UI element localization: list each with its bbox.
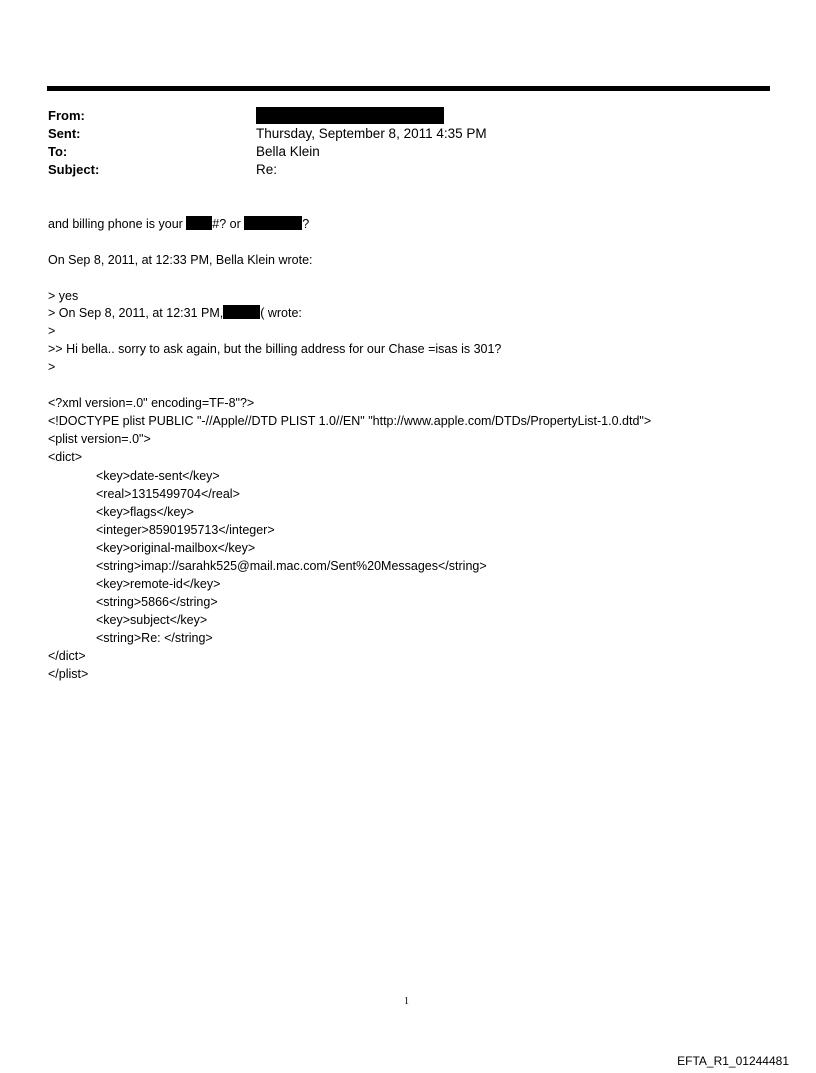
body-text: > On Sep 8, 2011, at 12:31 PM, [48, 306, 224, 320]
body-text: ( wrote: [260, 306, 302, 320]
plist-line: <dict> [48, 450, 83, 464]
body-text: and billing phone is your [48, 217, 187, 231]
body-line-quote-header-2 [48, 304, 302, 322]
to-value: Bella Klein [256, 144, 320, 159]
body-text: #? or [212, 217, 245, 231]
plist-line: <key>original-mailbox</key> [96, 541, 256, 555]
plist-line: <string>5866</string> [96, 595, 218, 609]
body-line-quote-header: On Sep 8, 2011, at 12:33 PM, Bella Klein wrote: [48, 253, 313, 267]
plist-line: <key>remote-id</key> [96, 577, 221, 591]
plist-line: </dict> [48, 649, 86, 663]
document-id: EFTA_R1_01244481 [677, 1054, 789, 1068]
subject-value: Re: [256, 162, 278, 177]
plist-line: <string>imap://sarahk525@mail.mac.com/Sent%20Messages</string> [96, 559, 487, 573]
plist-line: <?xml version=.0" encoding=TF-8"?> [48, 396, 255, 410]
plist-line: <!DOCTYPE plist PUBLIC "-//Apple//DTD PLIST 1.0//EN" "http://www.apple.com/DTDs/PropertyList-1.0.dtd"> [48, 414, 652, 428]
plist-line: <key>flags</key> [96, 505, 194, 519]
from-label: From: [48, 108, 85, 123]
body-line-quote-marker: > [48, 324, 56, 338]
to-label: To: [48, 144, 68, 159]
plist-line: <plist version=.0"> [48, 432, 151, 446]
body-line-question: >> Hi bella.. sorry to ask again, but the billing address for our Chase =isas is 301? [48, 342, 502, 356]
sent-value: Thursday, September 8, 2011 4:35 PM [256, 126, 487, 141]
redaction-block [256, 107, 444, 124]
redaction-block [186, 216, 212, 230]
redaction-block [244, 216, 302, 230]
plist-line: <real>1315499704</real> [96, 487, 240, 501]
body-line-quote-marker: > [48, 360, 56, 374]
from-value-redacted [256, 107, 444, 127]
page-number: 1 [404, 996, 409, 1007]
plist-line: <key>subject</key> [96, 613, 208, 627]
plist-line: <key>date-sent</key> [96, 469, 220, 483]
plist-line: <string>Re: </string> [96, 631, 213, 645]
body-line-billing-phone [48, 215, 309, 233]
sent-label: Sent: [48, 126, 81, 141]
body-line-yes: > yes [48, 289, 79, 303]
plist-line: </plist> [48, 667, 89, 681]
body-text: ? [302, 217, 310, 231]
redaction-block [223, 305, 260, 319]
subject-label: Subject: [48, 162, 100, 177]
plist-line: <integer>8590195713</integer> [96, 523, 275, 537]
header-rule [47, 86, 770, 91]
